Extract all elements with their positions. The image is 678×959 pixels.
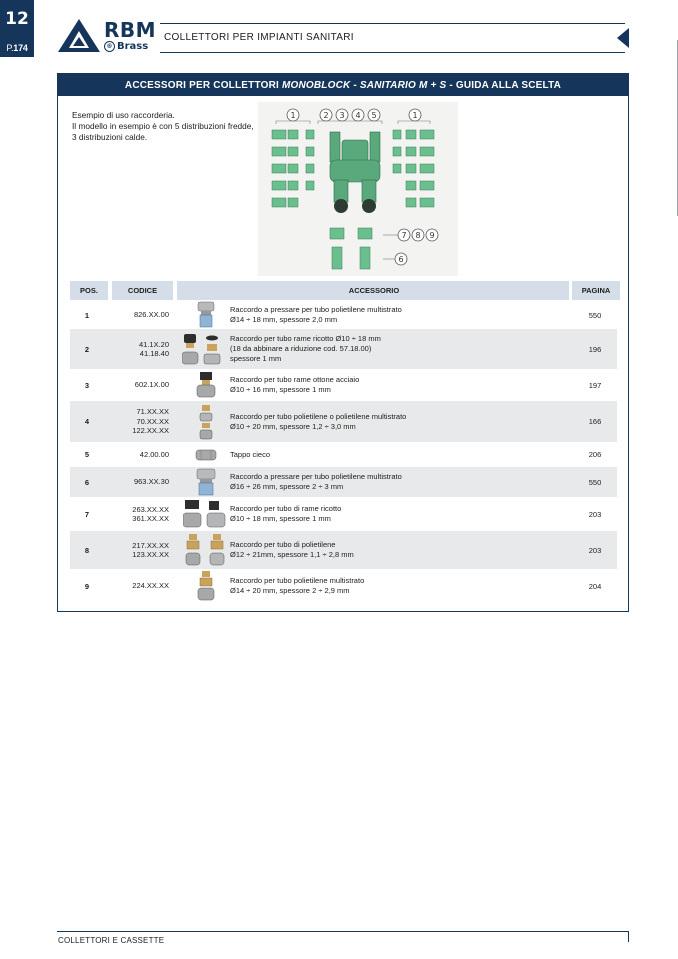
code-line: 42.00.00: [139, 449, 169, 459]
page-number: [0, 0, 34, 38]
intro-text: [72, 110, 272, 143]
table-row: [70, 442, 617, 467]
press-fitting-icon: [194, 468, 218, 496]
table-row: [70, 569, 617, 603]
description-line: Ø10 ÷ 16 mm, spessore 1 mm: [230, 385, 331, 394]
code-line: 263.XX.XX: [132, 504, 169, 514]
row-pos: 8: [84, 545, 90, 555]
row-pos: 7: [84, 509, 90, 519]
code-line: 122.XX.XX: [132, 426, 169, 436]
row-page[interactable]: 197: [588, 380, 602, 390]
row-page[interactable]: 203: [588, 545, 602, 555]
panel-title-part2: - GUIDA ALLA SCELTA: [449, 79, 562, 91]
section-header: [160, 23, 625, 53]
diagram-label: 9: [429, 231, 435, 240]
diagram-label: 3: [339, 111, 345, 120]
table-row: [70, 301, 617, 329]
description-line: Raccordo per tubo di rame ricotto: [230, 504, 342, 514]
table-row: [70, 329, 617, 369]
fitting-image: [176, 442, 236, 467]
row-code: [106, 301, 169, 329]
copper-fitting-icon: [182, 332, 230, 366]
panel-title-part1: ACCESSORI PER COLLETTORI: [124, 79, 279, 91]
manifold-diagram: [258, 102, 458, 276]
row-code: [106, 442, 169, 467]
code-line: 217.XX.XX: [132, 540, 169, 550]
polyethylene-fitting-icon: [184, 533, 228, 567]
code-line: 224.XX.XX: [132, 581, 169, 591]
row-code: [106, 329, 169, 369]
row-code: [106, 497, 169, 531]
row-description: [230, 569, 570, 603]
row-description: [230, 369, 570, 401]
intro-line: Esempio di uso raccorderia.: [72, 110, 175, 120]
diagram-label: 6: [398, 255, 404, 264]
description-line: Ø10 ÷ 18 mm, spessore 1 mm: [230, 514, 331, 523]
column-header-page: PAGINA: [569, 281, 620, 300]
row-code: [106, 401, 169, 442]
code-line: 361.XX.XX: [132, 514, 169, 523]
blind-cap-icon: [195, 449, 217, 461]
row-code: [106, 531, 169, 569]
row-page[interactable]: 206: [588, 450, 602, 459]
code-line: 70.XX.XX: [136, 416, 169, 426]
row-pos: 6: [84, 477, 90, 487]
row-page[interactable]: 166: [588, 417, 602, 426]
row-pos: 4: [84, 417, 90, 426]
row-description: [230, 442, 570, 467]
fitting-image: [176, 467, 236, 497]
table-row: [70, 531, 617, 569]
brand-logo: [58, 17, 158, 57]
intro-line: Il modello in esempio è con 5 distribuzioni fredde,: [72, 121, 254, 131]
code-line: 826.XX.00: [133, 310, 169, 320]
panel-title-italic: MONOBLOCK - SANITARIO M + S: [281, 79, 447, 91]
catalog-page-badge: [0, 38, 34, 57]
logo-triangle-icon: [58, 19, 100, 52]
table-row: [70, 401, 617, 442]
row-pos: 2: [84, 344, 90, 354]
panel-title: [58, 74, 628, 96]
column-header-accessory: ACCESSORIO: [174, 281, 571, 300]
column-header-pos: POS.: [70, 281, 108, 300]
row-pos: 3: [84, 380, 90, 390]
brand-sub: [104, 41, 148, 52]
row-pos: 9: [84, 581, 90, 591]
code-line: 41.1X.20: [138, 339, 169, 349]
row-pos: 1: [84, 310, 90, 320]
row-page[interactable]: 204: [588, 581, 602, 591]
description-line: Ø14 ÷ 18 mm, spessore 2,0 mm: [230, 315, 338, 324]
description-line: Ø16 ÷ 26 mm, spessore 2 ÷ 3 mm: [230, 482, 344, 491]
brand-name: RBM: [104, 18, 157, 42]
diagram-label: 4: [355, 111, 361, 120]
row-description: [230, 401, 570, 442]
footer-tick: [628, 931, 629, 942]
diagram-label: 1: [412, 111, 418, 120]
footer-text: COLLETTORI E CASSETTE: [58, 936, 165, 945]
diagram-label: 2: [323, 111, 329, 120]
back-arrow-icon[interactable]: [617, 28, 629, 48]
catalog-page-prefix: P.: [6, 42, 14, 53]
diagram-label: 8: [415, 231, 421, 240]
brand-sub-text: Brass: [117, 41, 149, 52]
code-line: 602.1X.00: [134, 380, 169, 390]
description-line: Ø12 ÷ 21mm, spessore 1,1 ÷ 2,8 mm: [230, 550, 354, 559]
description-line: Raccordo per tubo polietilene o polietilene multistrato: [230, 411, 407, 421]
footer-divider: [57, 931, 628, 932]
fitting-image: [176, 569, 236, 603]
diagram-label: 5: [371, 111, 377, 120]
diagram-label: 1: [290, 111, 296, 120]
fitting-image: [176, 329, 236, 369]
fitting-image: [176, 497, 236, 531]
description-line: Ø10 ÷ 20 mm, spessore 1,2 ÷ 3,0 mm: [230, 421, 356, 431]
description-line: Raccordo a pressare per tubo polietilene multistrato: [230, 472, 402, 482]
page-number-text: 12: [5, 9, 29, 29]
table-row: [70, 497, 617, 531]
row-code: [106, 569, 169, 603]
copper-fitting-icon: [183, 499, 229, 529]
row-code: [106, 369, 169, 401]
code-line: 41.18.40: [139, 349, 169, 358]
table-row: [70, 467, 617, 497]
table-row: [70, 369, 617, 401]
row-description: [230, 497, 570, 531]
row-page[interactable]: 196: [588, 344, 602, 354]
fitting-image: [176, 401, 236, 442]
row-description: [230, 301, 570, 329]
row-page[interactable]: 550: [588, 310, 602, 320]
code-line: 123.XX.XX: [132, 550, 169, 559]
description-line: Raccordo per tubo polietilene multistrato: [230, 576, 365, 586]
row-description: [230, 329, 570, 369]
multilayer-fitting-icon: [195, 570, 217, 602]
code-line: 71.XX.XX: [136, 407, 169, 417]
press-fitting-icon: [195, 301, 217, 329]
code-line: 963.XX.30: [133, 477, 169, 487]
row-page[interactable]: 550: [588, 477, 602, 487]
description-line: Tappo cieco: [230, 449, 271, 459]
registered-icon: ®: [104, 41, 115, 52]
fitting-image: [176, 301, 236, 329]
accessories-panel: [57, 73, 629, 612]
description-line: Raccordo per tubo rame ricotto Ø10 ÷ 18 mm: [230, 334, 381, 344]
intro-line: 3 distribuzioni calde.: [72, 132, 148, 142]
row-pos: 5: [84, 450, 90, 459]
description-line: Raccordo a pressare per tubo polietilene multistrato: [230, 305, 402, 315]
fitting-image: [176, 369, 236, 401]
fitting-image: [176, 531, 236, 569]
compression-fitting-icon: [194, 371, 218, 399]
row-code: [106, 467, 169, 497]
section-title: COLLETTORI PER IMPIANTI SANITARI: [164, 32, 354, 43]
row-page[interactable]: 203: [588, 509, 602, 519]
row-description: [230, 531, 570, 569]
description-line: Raccordo per tubo rame ottone acciaio: [230, 375, 360, 385]
column-header-code: CODICE: [108, 281, 173, 300]
polyethylene-fitting-icon: [198, 404, 214, 440]
description-line: Ø14 ÷ 20 mm, spessore 2 ÷ 2,9 mm: [230, 586, 350, 595]
catalog-page-number: 174: [13, 42, 28, 53]
diagram-label: 7: [401, 231, 407, 240]
description-line: Raccordo per tubo di polietilene: [230, 540, 336, 550]
row-description: [230, 467, 570, 497]
description-line: spessore 1 mm: [230, 353, 282, 363]
description-line: (18 da abbinare a riduzione cod. 57.18.00): [230, 344, 372, 354]
